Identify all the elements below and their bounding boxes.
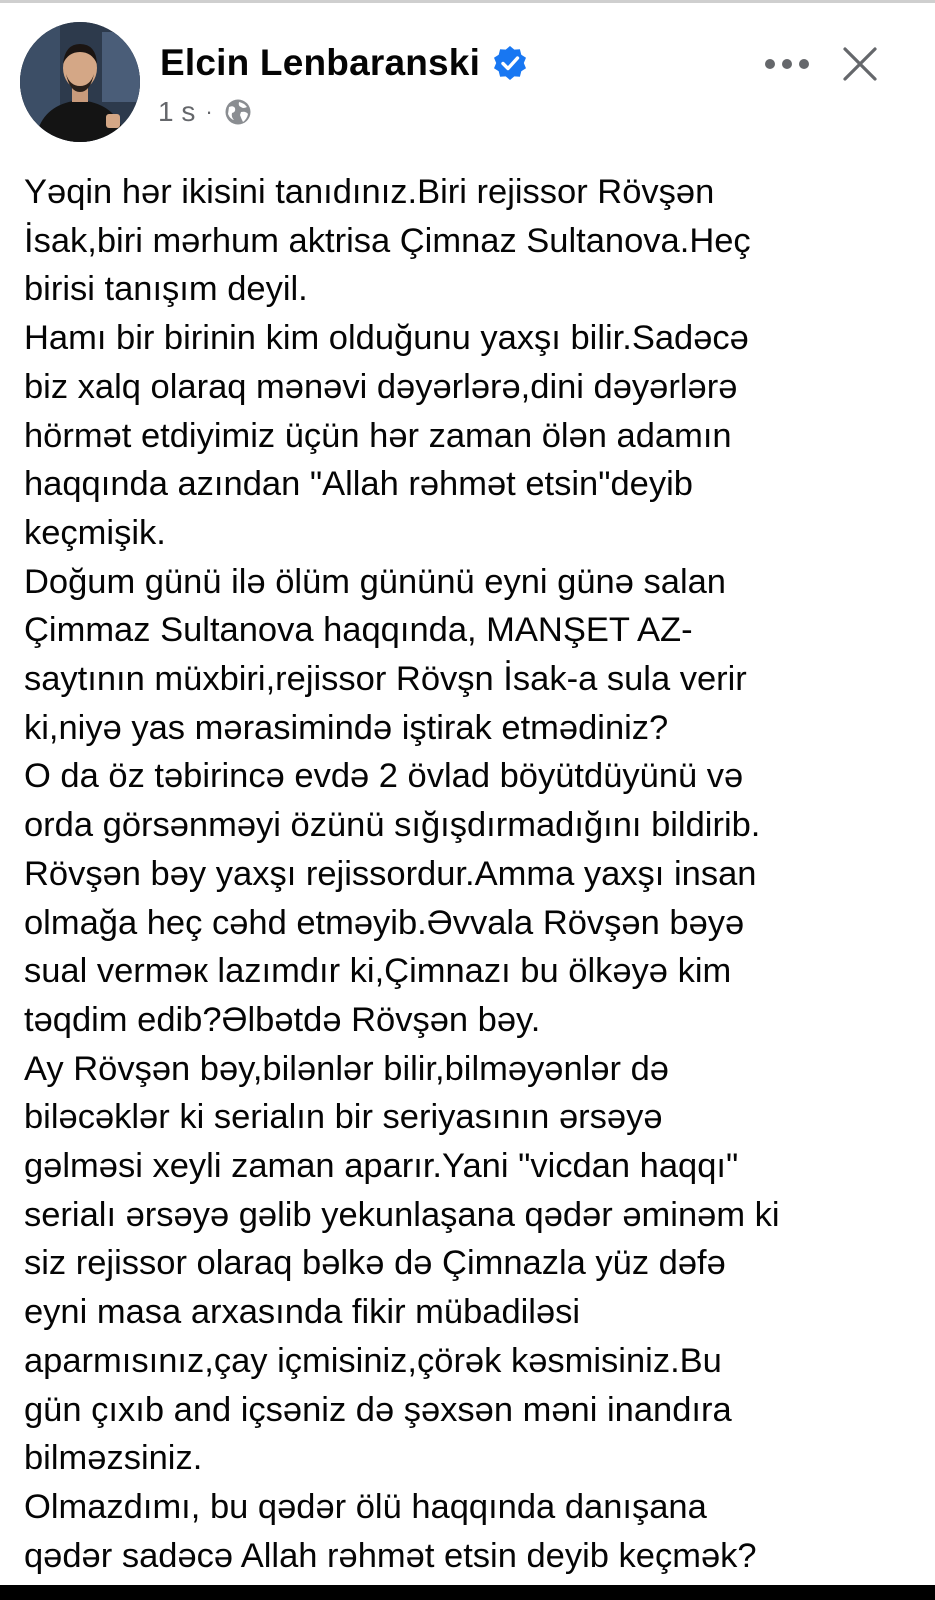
post-text-line: serialı ərsəyə gəlib yekunlaşana qədər əminəm ki <box>24 1195 780 1234</box>
author-name[interactable]: Elcin Lenbaranski <box>160 42 481 83</box>
post-header <box>0 14 935 154</box>
post-text-line: eyni masa arxasında fikir mübadiləsi <box>24 1293 581 1332</box>
post-text-line: təqdim edib?Əlbətdə Rövşən bəy. <box>24 1000 541 1039</box>
post-text-line: aparmısınız,çay içmisiniz,çörək kəsmisiniz.Bu <box>24 1341 722 1380</box>
top-border <box>0 0 935 3</box>
post-text-line: gəlməsi xeyli zaman aparır.Yani "vicdan haqqı" <box>24 1147 739 1186</box>
post-text-line: biz xalq olaraq mənəvi dəyərlərə,dini dəyərlərə <box>24 367 738 406</box>
post-text-line: Yəqin hər ikisini tanıdınız.Biri rejissor Rövşən <box>24 173 715 211</box>
avatar-photo <box>20 22 140 142</box>
post-text-line: İsak,biri mərhum aktrisa Çimnaz Sultanova.Heç <box>24 221 751 260</box>
post-text-line: siz rejissor olaraq bəlkə də Çimnazla yüz dəfə <box>24 1244 726 1283</box>
post-meta <box>158 96 253 128</box>
post-text-line: Hamı bir birinin kim olduğunu yaxşı bilir.Sadəcə <box>24 319 749 358</box>
more-options-icon[interactable] <box>762 54 812 74</box>
post-text-line: birisi tanışım deyil. <box>24 270 308 309</box>
avatar[interactable] <box>20 22 140 142</box>
post-text-line: hörmət etdiyimiz üçün hər zaman ölən adamın <box>24 416 732 455</box>
post-text-line: Çimmaz Sultanova haqqında, MANŞET AZ- <box>24 611 693 650</box>
post-text-line: ki,niyə yas mərasimində iştirak etmədiniz? <box>24 708 669 747</box>
bottom-bar <box>0 1585 935 1600</box>
post-text-line: haqqında azından "Allah rəhmət etsin"deyib <box>24 465 693 504</box>
close-icon[interactable] <box>840 44 880 84</box>
post-text-line: gün çıxıb and içsəniz də şəxsən məni inandıra <box>24 1390 732 1429</box>
verified-badge-icon <box>492 45 528 81</box>
post-text-line: saytının müxbiri,rejissor Rövşn İsak-a sula verir <box>24 660 747 699</box>
post-text-line: sual verməк lazımdır ki,Çimnazı bu ölkəyə kim <box>24 952 732 991</box>
author-row <box>160 42 528 84</box>
post-text-line: Rövşən bəy yaxşı rejissordur.Amma yaxşı insan <box>24 854 757 893</box>
post-text-line: qədər sadəcə Allah rəhmət etsin deyib keçmək? <box>24 1536 757 1575</box>
post-time[interactable]: 1 s <box>158 96 196 127</box>
post-text-line: olmağa heç cəhd etməyib.Əvvala Rövşən bəyə <box>24 903 745 942</box>
post-text-line: Doğum günü ilə ölüm gününü eyni günə salan <box>24 562 726 601</box>
post-text-line: biləcəklər ki serialın bir seriyasının ərsəyə <box>24 1098 663 1137</box>
post-text-line: orda görsənməyi özünü sığışdırmadığını bildirib. <box>24 806 761 845</box>
post-text-line: bilməzsiniz. <box>24 1439 203 1478</box>
post-text-line: Ay Rövşən bəy,bilənlər bilir,bilməyənlər də <box>24 1049 669 1088</box>
globe-icon <box>223 97 253 127</box>
post-text-line: keçmişik. <box>24 513 166 552</box>
post-text-line: Olmazdımı, bu qədər ölü haqqında danışana <box>24 1487 707 1526</box>
meta-separator: · <box>205 99 213 124</box>
post-text-line: O da öz təbirincə evdə 2 övlad böyütdüyünü və <box>24 757 744 796</box>
post-text <box>24 168 914 1580</box>
